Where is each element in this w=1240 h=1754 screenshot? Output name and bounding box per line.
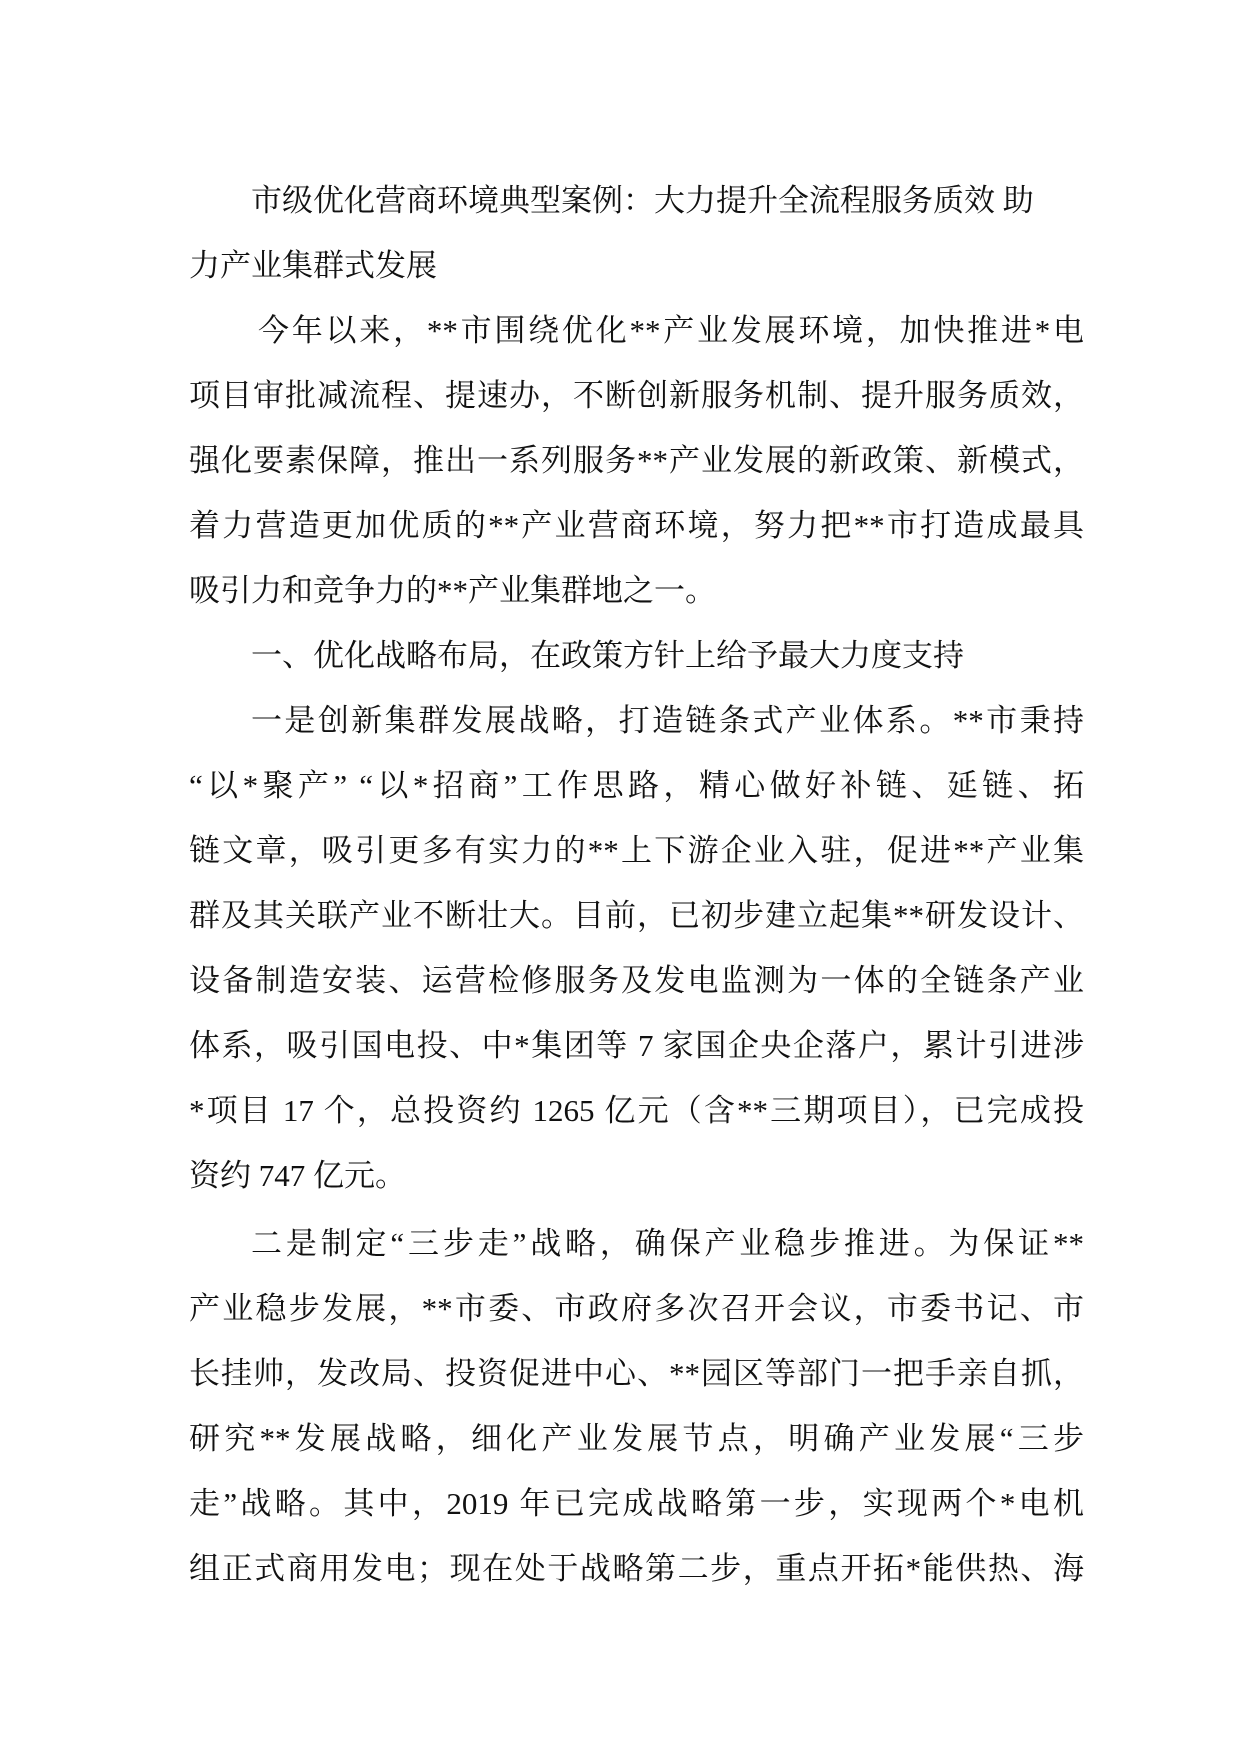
document-body — [189, 168, 1084, 1601]
document-title-line: 力产业集群式发展 — [189, 248, 437, 283]
document-title-line: 市级优化营商环境典型案例：大力提升全流程服务质效 助 — [251, 183, 1034, 218]
point-1-paragraph-line: *项目 17 个，总投资约 1265 亿元（含**三期项目），已完成投 — [189, 1093, 1084, 1128]
point-2-paragraph-line: 产业稳步发展，**市委、市政府多次召开会议，市委书记、市 — [189, 1291, 1084, 1326]
intro-paragraph-line: 项目审批减流程、提速办，不断创新服务机制、提升服务质效， — [189, 378, 1084, 413]
section-heading: 一、优化战略布局，在政策方针上给予最大力度支持 — [251, 638, 964, 673]
point-1-paragraph-line: 群及其关联产业不断壮大。目前，已初步建立起集**研发设计、 — [189, 898, 1084, 933]
point-1-paragraph-line: 体系，吸引国电投、中*集团等 7 家国企央企落户，累计引进涉 — [189, 1028, 1084, 1063]
point-1-paragraph-line: 资约 747 亿元。 — [189, 1158, 406, 1193]
intro-paragraph-line: 强化要素保障，推出一系列服务**产业发展的新政策、新模式， — [189, 443, 1084, 478]
point-1-paragraph-line: 设备制造安装、运营检修服务及发电监测为一体的全链条产业 — [189, 963, 1084, 998]
point-2-paragraph-line: 组正式商用发电；现在处于战略第二步，重点开拓*能供热、海 — [189, 1551, 1084, 1586]
point-2-paragraph-line: 走”战略。其中，2019 年已完成战略第一步，实现两个*电机 — [189, 1486, 1084, 1521]
point-1-paragraph-line: “以*聚产” “以*招商”工作思路，精心做好补链、延链、拓 — [189, 768, 1084, 803]
point-1-paragraph-line: 一是创新集群发展战略，打造链条式产业体系。**市秉持 — [251, 703, 1084, 738]
point-2-paragraph-line: 二是制定“三步走”战略，确保产业稳步推进。为保证** — [251, 1226, 1084, 1261]
intro-paragraph-line: 着力营造更加优质的**产业营商环境，努力把**市打造成最具 — [189, 508, 1084, 543]
point-2-paragraph-line: 研究**发展战略，细化产业发展节点，明确产业发展“三步 — [189, 1421, 1084, 1456]
intro-paragraph-line: 今年以来，**市围绕优化**产业发展环境，加快推进*电 — [258, 313, 1084, 348]
point-2-paragraph-line: 长挂帅，发改局、投资促进中心、**园区等部门一把手亲自抓， — [189, 1356, 1084, 1391]
point-1-paragraph-line: 链文章，吸引更多有实力的**上下游企业入驻，促进**产业集 — [189, 833, 1084, 868]
intro-paragraph-line: 吸引力和竞争力的**产业集群地之一。 — [189, 573, 716, 608]
